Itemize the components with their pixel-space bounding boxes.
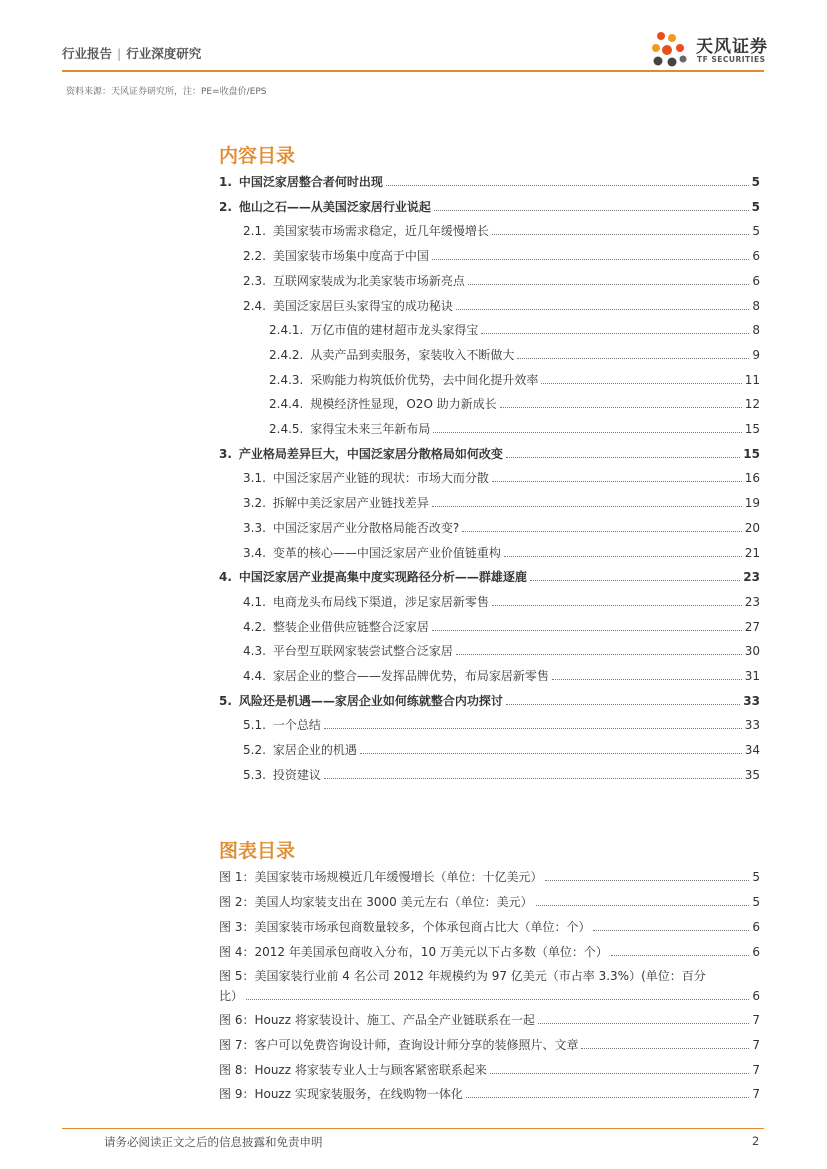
toc-leader-dots [541, 383, 741, 384]
header-divider [62, 70, 764, 72]
figure-entry-text: 美国家装市场承包商数量较多，个体承包商占比大（单位：个） [254, 920, 591, 934]
toc-entry-number: 2.4.3. [269, 372, 304, 387]
toc-entry[interactable] [219, 445, 760, 462]
figure-entry-page: 7 [752, 1087, 760, 1101]
toc-entry-number: 3.4. [243, 545, 266, 560]
figure-entry-label: 图 7： [219, 1038, 255, 1052]
toc-leader-dots [500, 407, 742, 408]
toc-leader-dots [530, 580, 740, 581]
toc-entry-number: 2.4.2. [269, 347, 304, 362]
toc-entry-number: 3.1. [243, 471, 266, 486]
toc-entry-number: 2.1. [243, 224, 266, 239]
toc-entry-number: 3.3. [243, 520, 266, 535]
figure-entry-text: Houzz 将家装设计、施工、产品全产业链联系在一起 [254, 1013, 535, 1027]
toc-entry-text: 家得宝未来三年新布局 [310, 422, 431, 436]
toc-entry-page: 5 [752, 224, 760, 239]
toc-entry-text: 变革的核心——中国泛家居产业价值链重构 [272, 545, 501, 560]
toc-entry[interactable] [243, 593, 760, 610]
toc-leader-dots [468, 284, 749, 285]
toc-entry-page: 9 [752, 347, 760, 362]
toc-entry-text: 家居企业的整合——发挥品牌优势，布局家居新零售 [272, 669, 549, 683]
toc-leader-dots [517, 358, 749, 359]
toc-entry-page: 23 [743, 570, 760, 585]
toc-entry[interactable] [243, 618, 760, 635]
toc-entry-text: 平台型互联网家装尝试整合泛家居 [272, 644, 453, 659]
toc-entry[interactable] [243, 741, 760, 758]
footer-disclaimer: 请务必阅读正文之后的信息披露和免责申明 [104, 1135, 323, 1149]
toc-leader-dots [432, 630, 742, 631]
figure-leader-dots [536, 905, 750, 906]
toc-entry-page: 15 [743, 446, 760, 461]
figure-entry[interactable] [219, 868, 760, 885]
toc-leader-dots [432, 506, 742, 507]
logo-name-en: TF SECURITIES [697, 55, 766, 64]
toc-entry-number: 4.2. [243, 619, 266, 634]
toc-entry-text: 风险还是机遇——家居企业如何练就整合内功探讨 [238, 693, 503, 708]
toc-entry-text: 规模经济性显现，O2O 助力新成长 [310, 397, 497, 412]
toc-entry-page: 34 [744, 743, 760, 758]
toc-entry-page: 11 [744, 372, 760, 387]
toc-entry-page: 33 [744, 718, 760, 733]
toc-entry-text: 互联网家装成为北美家装市场新亮点 [272, 273, 465, 288]
page-number: 2 [752, 1134, 760, 1148]
toc-entry-text: 他山之石——从美国泛家居行业说起 [238, 199, 431, 214]
toc-leader-dots [433, 432, 741, 433]
figure-leader-dots [611, 955, 749, 956]
toc-entry[interactable] [243, 642, 760, 659]
figure-leader-dots [593, 930, 749, 931]
figure-entry-label: 图 5： [219, 969, 255, 983]
toc-entry[interactable] [243, 247, 760, 264]
figure-entry-text-cont: 比） [219, 989, 244, 1003]
figure-entry-text: 2012 年美国承包商收入分布，10 万美元以下占多数（单位：个） [254, 945, 608, 959]
toc-entry-text: 采购能力构筑低价优势，去中间化提升效率 [310, 372, 539, 387]
toc-entry-text: 美国家装市场需求稳定，近几年缓慢增长 [272, 224, 489, 239]
toc-leader-dots [492, 234, 749, 235]
figure-entry[interactable] [219, 1011, 760, 1028]
toc-entry-page: 19 [744, 496, 760, 511]
figure-entry[interactable] [219, 1061, 760, 1078]
toc-entry[interactable] [243, 519, 760, 536]
toc-entry-page: 30 [744, 644, 760, 659]
toc-entry-text: 产业格局差异巨大，中国泛家居分散格局如何改变 [238, 446, 503, 461]
figure-entry-page: 6 [752, 945, 760, 959]
figure-entry-page: 6 [752, 989, 760, 1003]
toc-entry-text: 中国泛家居产业分散格局能否改变? [272, 520, 460, 535]
toc-entry[interactable] [243, 297, 760, 314]
toc-entry-text: 万亿市值的建材超市龙头家得宝 [310, 323, 479, 338]
toc-leader-dots [324, 778, 742, 779]
toc-entry-text: 中国泛家居产业提高集中度实现路径分析——群雄逐鹿 [238, 570, 527, 585]
toc-entry-page: 12 [744, 397, 760, 412]
toc-entry-page: 5 [751, 175, 760, 189]
toc-entry-number: 2.3. [243, 273, 266, 288]
report-type: 行业报告 [62, 46, 113, 61]
toc-title: 内容目录 [219, 145, 296, 167]
toc-leader-dots [432, 259, 749, 260]
toc-entry-page: 27 [744, 619, 760, 634]
toc-entry[interactable] [269, 321, 760, 338]
toc-entry[interactable] [219, 198, 760, 215]
figure-entry-text: 美国人均家装支出在 3000 美元左右（单位：美元） [254, 895, 533, 909]
toc-entry[interactable] [243, 494, 760, 511]
toc-leader-dots [506, 704, 740, 705]
toc-entry-page: 8 [752, 323, 760, 338]
toc-entry-page: 6 [752, 249, 760, 264]
toc-entry-text: 美国泛家居巨头家得宝的成功秘诀 [272, 298, 453, 313]
toc-leader-dots [552, 679, 742, 680]
figure-entry-text: 美国家装行业前 4 名公司 2012 年规模约为 97 亿美元（市占率 3.3%）(单位：百分 [254, 969, 706, 983]
toc-entry-number: 5.1. [243, 718, 266, 733]
toc-entry[interactable] [219, 692, 760, 709]
figure-leader-dots [246, 999, 749, 1000]
toc-entry-number: 2. [219, 199, 232, 214]
toc-entry-text: 中国泛家居整合者何时出现 [238, 175, 383, 189]
toc-entry-number: 2.4.5. [269, 422, 304, 436]
toc-entry-page: 21 [744, 545, 760, 560]
toc-leader-dots [492, 605, 742, 606]
report-subtype: 行业深度研究 [126, 46, 202, 61]
header-separator: | [117, 46, 122, 61]
toc-entry[interactable] [243, 469, 760, 486]
figure-entry-page: 7 [752, 1038, 760, 1052]
toc-entry[interactable] [243, 544, 760, 561]
figure-leader-dots [490, 1073, 750, 1074]
toc-leader-dots [456, 309, 749, 310]
figure-entry-label: 图 6： [219, 1013, 255, 1027]
toc-entry-page: 15 [744, 422, 760, 436]
toc-entry[interactable] [219, 173, 760, 190]
toc-entry-page: 33 [743, 693, 760, 708]
figure-entry[interactable] [219, 1085, 760, 1102]
toc-entry-number: 4.4. [243, 669, 266, 683]
toc-entry-text: 一个总结 [272, 718, 321, 733]
toc-entry-number: 4.1. [243, 594, 266, 609]
toc-entry-page: 23 [744, 594, 760, 609]
toc-entry-number: 4.3. [243, 644, 266, 659]
figure-entry-label: 图 1： [219, 870, 255, 884]
toc-entry-text: 拆解中美泛家居产业链找差异 [272, 496, 429, 511]
toc-entry-number: 1. [219, 175, 232, 189]
figure-entry-label: 图 8： [219, 1063, 255, 1077]
figure-entry[interactable] [219, 1036, 760, 1053]
toc-entry-number: 5. [219, 693, 232, 708]
logo-name-cn: 天风证券 [696, 37, 768, 57]
figure-entry-page: 5 [752, 870, 760, 884]
toc-entry[interactable] [243, 222, 760, 239]
toc-entry-number: 2.4. [243, 298, 266, 313]
figure-entry[interactable] [219, 943, 760, 960]
toc-entry-text: 整装企业借供应链整合泛家居 [272, 619, 429, 634]
figure-entry-text: 客户可以免费咨询设计师，查询设计师分享的装修照片、文章 [254, 1038, 579, 1052]
toc-entry-text: 电商龙头布局线下渠道，涉足家居新零售 [272, 594, 489, 609]
report-category [62, 44, 201, 62]
figure-leader-dots [581, 1048, 749, 1049]
toc-entry-page: 35 [744, 767, 760, 782]
footer-divider [62, 1128, 764, 1129]
figure-leader-dots [545, 880, 749, 881]
toc-leader-dots [504, 556, 742, 557]
toc-entry[interactable] [219, 568, 760, 585]
toc-entry-text: 投资建议 [272, 767, 321, 782]
figure-entry[interactable] [219, 918, 760, 935]
toc-entry[interactable] [243, 716, 760, 733]
figure-entry-page: 6 [752, 920, 760, 934]
figure-entry-label: 图 2： [219, 895, 255, 909]
figure-entry-text: Houzz 实现家装服务，在线购物一体化 [254, 1087, 463, 1101]
figure-leader-dots [466, 1097, 750, 1098]
toc-entry-text: 美国家装市场集中度高于中国 [272, 249, 429, 264]
toc-entry-number: 5.3. [243, 767, 266, 782]
toc-leader-dots [434, 210, 749, 211]
figure-entry-page: 7 [752, 1013, 760, 1027]
toc-leader-dots [386, 185, 749, 186]
figure-leader-dots [538, 1023, 750, 1024]
toc-entry[interactable] [269, 395, 760, 412]
source-note: 资料来源：天风证券研究所，注：PE=收盘价/EPS [66, 87, 267, 97]
figure-entry-label: 图 9： [219, 1087, 255, 1101]
toc-leader-dots [324, 728, 742, 729]
figure-entry-text: Houzz 将家装专业人士与顾客紧密联系起来 [254, 1063, 487, 1077]
toc-entry-page: 5 [751, 199, 760, 214]
figures-title: 图表目录 [219, 840, 296, 862]
toc-entry-page: 16 [744, 471, 760, 486]
toc-entry-number: 5.2. [243, 743, 266, 758]
toc-entry-number: 3. [219, 446, 232, 461]
toc-leader-dots [456, 654, 742, 655]
toc-entry[interactable] [243, 667, 760, 684]
toc-leader-dots [481, 333, 749, 334]
toc-entry-text: 从卖产品到卖服务，家装收入不断做大 [310, 347, 515, 362]
toc-leader-dots [360, 753, 742, 754]
toc-entry-page: 6 [752, 273, 760, 288]
toc-entry-text: 中国泛家居产业链的现状：市场大而分散 [272, 471, 489, 486]
figure-entry-text: 美国家装市场规模近几年缓慢增长（单位：十亿美元） [254, 870, 543, 884]
toc-entry[interactable] [243, 766, 760, 783]
toc-entry[interactable] [269, 420, 760, 437]
toc-entry-number: 2.2. [243, 249, 266, 264]
figure-entry[interactable] [219, 893, 760, 910]
toc-entry-number: 2.4.1. [269, 323, 304, 338]
figure-entry-label: 图 4： [219, 945, 255, 959]
toc-entry-page: 8 [752, 298, 760, 313]
toc-entry-text: 家居企业的机遇 [272, 743, 357, 758]
toc-leader-dots [492, 481, 742, 482]
figure-entry-page: 7 [752, 1063, 760, 1077]
figure-entry-label: 图 3： [219, 920, 255, 934]
toc-entry-page: 31 [744, 669, 760, 683]
toc-leader-dots [462, 531, 741, 532]
toc-leader-dots [506, 457, 740, 458]
toc-entry[interactable] [243, 272, 760, 289]
toc-entry[interactable] [269, 371, 760, 388]
figure-entry[interactable] [219, 967, 760, 1004]
toc-entry-number: 4. [219, 570, 232, 585]
toc-entry[interactable] [269, 346, 760, 363]
toc-entry-number: 3.2. [243, 496, 266, 511]
figure-entry-page: 5 [752, 895, 760, 909]
toc-entry-page: 20 [744, 520, 760, 535]
toc-entry-number: 2.4.4. [269, 397, 304, 412]
